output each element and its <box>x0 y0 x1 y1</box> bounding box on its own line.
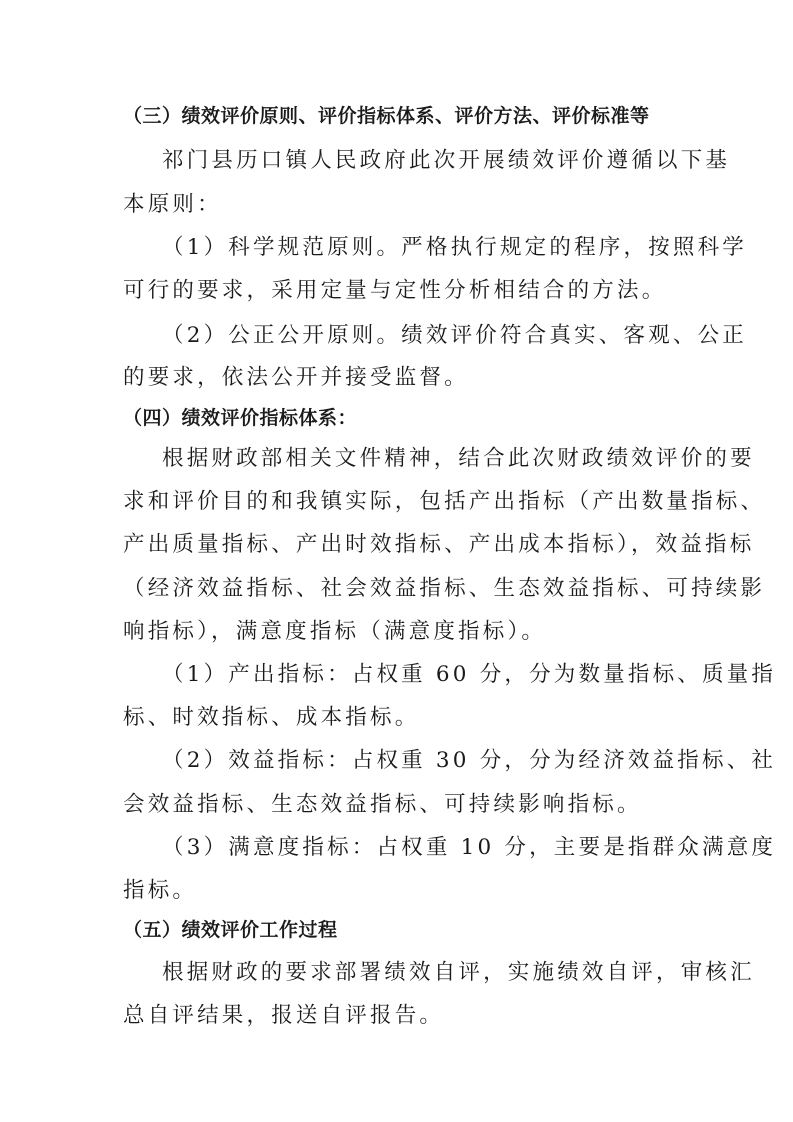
paragraph-line: （经济效益指标、社会效益指标、生态效益指标、可持续影 <box>123 576 766 601</box>
paragraph-line: 求和评价目的和我镇实际，包括产出指标（产出数量指标、 <box>123 489 766 514</box>
paragraph-line: 根据财政部相关文件精神，结合此次财政绩效评价的要 <box>162 446 755 471</box>
paragraph-line: 本原则： <box>123 192 222 217</box>
paragraph-line: 可行的要求，采用定量与定性分析相结合的方法。 <box>123 278 667 303</box>
section-heading-5: （五）绩效评价工作过程 <box>123 919 338 941</box>
paragraph-line: 产出质量指标、产出时效指标、产出成本指标），效益指标 <box>123 532 755 557</box>
paragraph-line: （3）满意度指标：占权重 10 分，主要是指群众满意度 <box>162 835 777 860</box>
paragraph-line: （2）效益指标：占权重 30 分，分为经济效益指标、社 <box>162 748 777 773</box>
paragraph-line: 响指标），满意度指标（满意度指标）。 <box>123 619 547 644</box>
paragraph-line: （1）科学规范原则。严格执行规定的程序，按照科学 <box>162 235 747 260</box>
paragraph-line: 总自评结果，报送自评报告。 <box>123 1003 445 1028</box>
paragraph-line: 标、时效指标、成本指标。 <box>123 705 420 730</box>
paragraph-line: 会效益指标、生态效益指标、可持续影响指标。 <box>123 792 642 817</box>
section-heading-3: （三）绩效评价原则、评价指标体系、评价方法、评价标准等 <box>123 105 650 127</box>
paragraph-line: 根据财政的要求部署绩效自评，实施绩效自评，审核汇 <box>162 960 755 985</box>
paragraph-line: 的要求，依法公开并接受监督。 <box>123 365 469 390</box>
paragraph-line: 指标。 <box>123 878 198 903</box>
paragraph-line: （2）公正公开原则。绩效评价符合真实、客观、公正 <box>162 323 747 348</box>
paragraph-line: （1）产出指标：占权重 60 分，分为数量指标、质量指 <box>162 662 777 687</box>
section-heading-4: （四）绩效评价指标体系： <box>123 407 358 429</box>
paragraph-line: 祁门县历口镇人民政府此次开展绩效评价遵循以下基 <box>162 148 731 173</box>
